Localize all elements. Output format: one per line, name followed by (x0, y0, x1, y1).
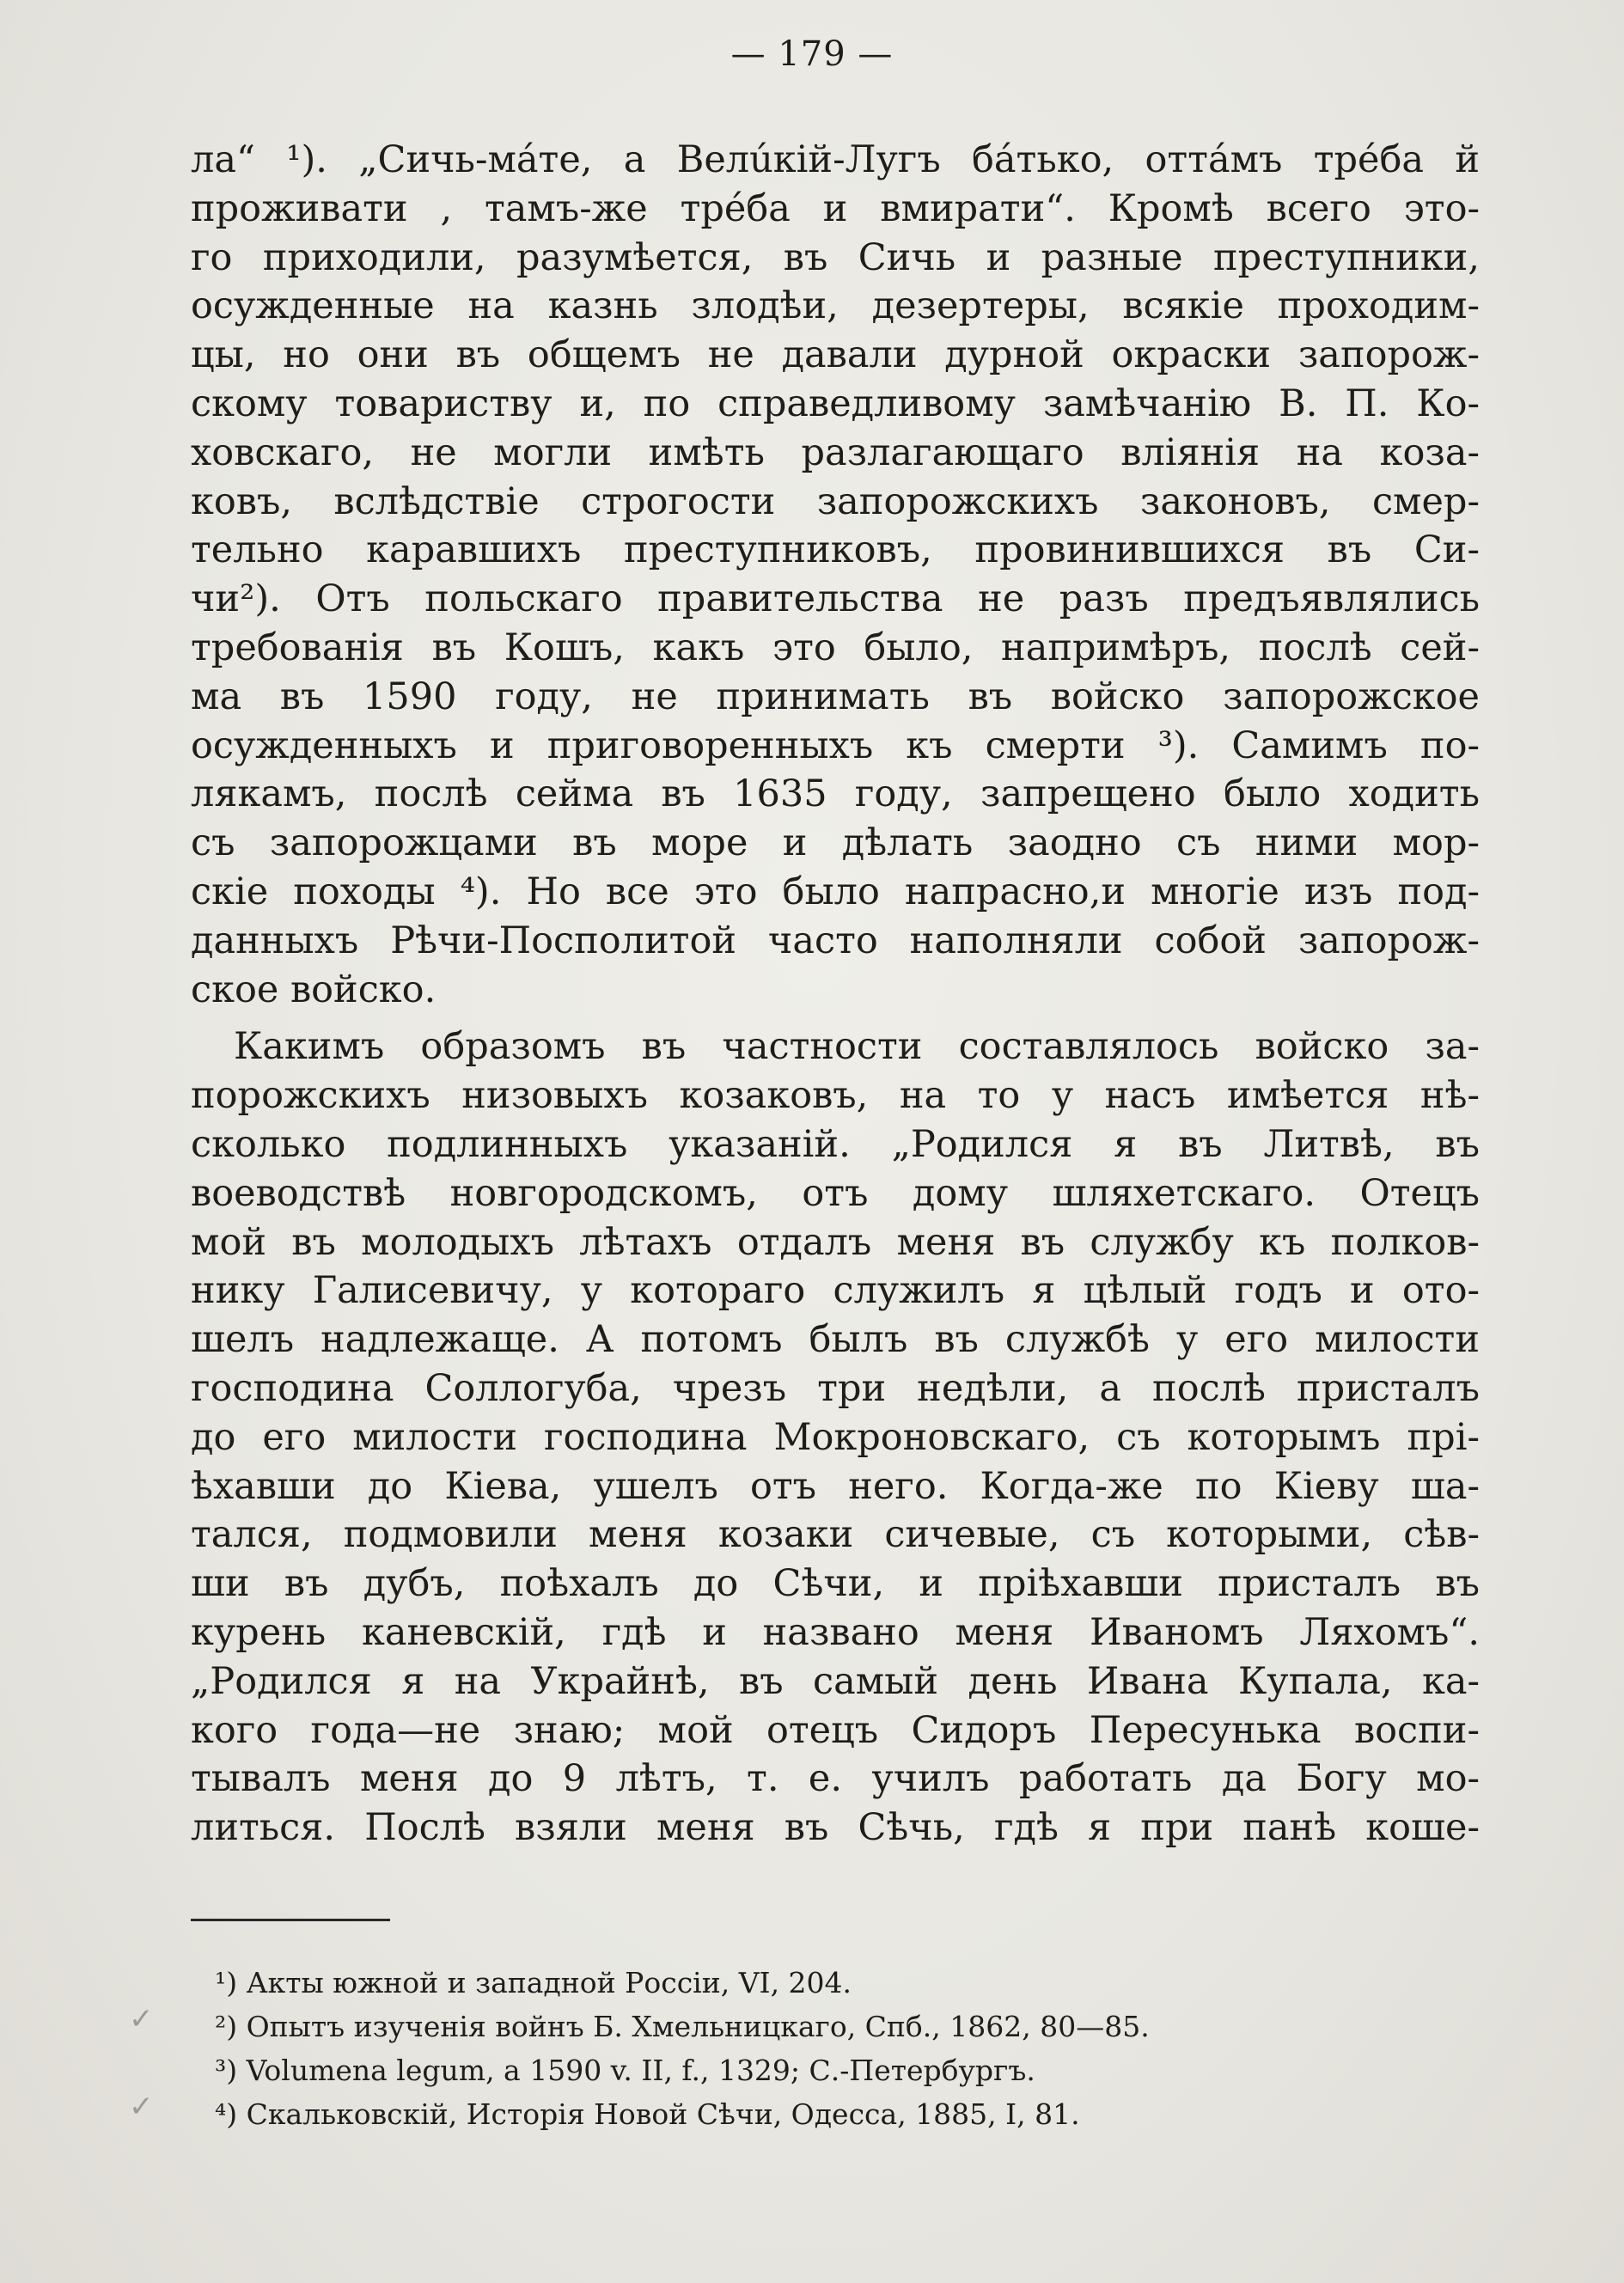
footnote-4: ⁴) Скальковскій, Исторія Новой Сѣчи, Одесса, 1885, I, 81. (215, 2097, 1080, 2131)
text-line: ма въ 1590 году, не принимать въ войско запорожское (191, 675, 1480, 718)
text-line: тельно каравшихъ преступниковъ, провинившихся въ Си- (191, 528, 1480, 572)
paragraph-2 (191, 1022, 1480, 1853)
footnote-2: ²) Опытъ изученія войнъ Б. Хмельницкаго, Спб., 1862, 80—85. (215, 2010, 1150, 2043)
footnote-3: ³) Volumena legum, a 1590 v. II, f., 1329; С.-Петербургъ. (215, 2054, 1035, 2087)
text-line: ховскаго, не могли имѣть разлагающаго вліянія на коза- (191, 430, 1480, 474)
text-line: цы, но они въ общемъ не давали дурной окраски запорож- (191, 333, 1480, 377)
text-line: тался, подмовили меня козаки сичевые, съ которыми, сѣв- (191, 1513, 1480, 1557)
text-line: ла“ ¹). „Сичь-мáте, а Велúкій-Лугъ бáтько, оттáмъ трéба й (191, 138, 1480, 181)
text-line: осужденные на казнь злодѣи, дезертеры, всякіе проходим- (191, 284, 1480, 328)
text-line: лякамъ, послѣ сейма въ 1635 году, запрещено было ходить (191, 772, 1480, 816)
footnotes (215, 1961, 1418, 2136)
text-line: ши въ дубъ, поѣхалъ до Сѣчи, и пріѣхавши присталъ въ (191, 1562, 1480, 1606)
footnote-1: ¹) Акты южной и западной Россіи, VI, 204. (215, 1966, 852, 1999)
text-line: осужденныхъ и приговоренныхъ къ смерти ³). Самимъ по- (191, 723, 1480, 767)
text-line: сколько подлинныхъ указаній. „Родился я въ Литвѣ, въ (191, 1122, 1480, 1166)
text-line: го приходили, разумѣется, въ Сичь и разные преступники, (191, 235, 1480, 279)
paragraph-gap (191, 1014, 1480, 1022)
text-line: кого года—не знаю; мой отецъ Сидоръ Пересунька воспи- (191, 1708, 1480, 1752)
text-line: господина Соллогуба, чрезъ три недѣли, а послѣ присталъ (191, 1366, 1480, 1410)
text-line: ское войско. (191, 968, 437, 1011)
text-line: требованія въ Кошъ, какъ это было, напримѣръ, послѣ сей- (191, 626, 1480, 669)
text-line: нику Галисевичу, у котораго служилъ я цѣлый годъ и ото- (191, 1269, 1480, 1313)
text-line: скому товариству и, по справедливому замѣчанію В. П. Ко- (191, 382, 1480, 425)
text-line: данныхъ Рѣчи-Посполитой часто наполняли собой запорож- (191, 919, 1480, 962)
text-line: тывалъ меня до 9 лѣтъ, т. е. училъ работать да Богу мо- (191, 1757, 1480, 1801)
text-line: съ запорожцами въ море и дѣлать заодно съ ними мор- (191, 821, 1480, 865)
text-line: скіе походы ⁴). Но все это было напрасно,и многіе изъ под- (191, 870, 1480, 913)
text-line: мой въ молодыхъ лѣтахъ отдалъ меня въ службу къ полков- (191, 1220, 1480, 1264)
text-line: ѣхавши до Кіева, ушелъ отъ него. Когда-же по Кіеву ша- (191, 1464, 1480, 1508)
text-line: курень каневскій, гдѣ и названо меня Иваномъ Ляхомъ“. (191, 1610, 1480, 1654)
text-line: литься. Послѣ взяли меня въ Сѣчь, гдѣ я при панѣ коше- (191, 1806, 1480, 1850)
text-line: чи²). Отъ польскаго правительства не разъ предъявлялись (191, 577, 1480, 621)
text-line: порожскихъ низовыхъ козаковъ, на то у насъ имѣется нѣ- (191, 1074, 1480, 1118)
paragraph-1 (191, 136, 1480, 1014)
pencil-check-mark-icon: ✓ (129, 2090, 154, 2124)
pencil-check-mark-icon: ✓ (129, 2002, 154, 2036)
text-line: до его милости господина Мокроновскаго, съ которымъ прі- (191, 1415, 1480, 1459)
text-line: ковъ, вслѣдствіе строгости запорожскихъ законовъ, смер- (191, 479, 1480, 523)
text-line: Какимъ образомъ въ частности составлялось войско за- (234, 1025, 1480, 1069)
text-line: шелъ надлежаще. А потомъ былъ въ службѣ у его милости (191, 1318, 1480, 1362)
text-line: проживати , тамъ-же трéба и вмирати“. Кромѣ всего это- (191, 186, 1480, 230)
text-line: воеводствѣ новгородскомъ, отъ дому шляхетскаго. Отецъ (191, 1171, 1480, 1215)
body-text (191, 136, 1480, 1853)
text-line: „Родился я на Украйнѣ, въ самый день Ивана Купала, ка- (191, 1659, 1480, 1703)
page-number: — 179 — (730, 34, 894, 74)
footnote-divider (191, 1919, 390, 1921)
